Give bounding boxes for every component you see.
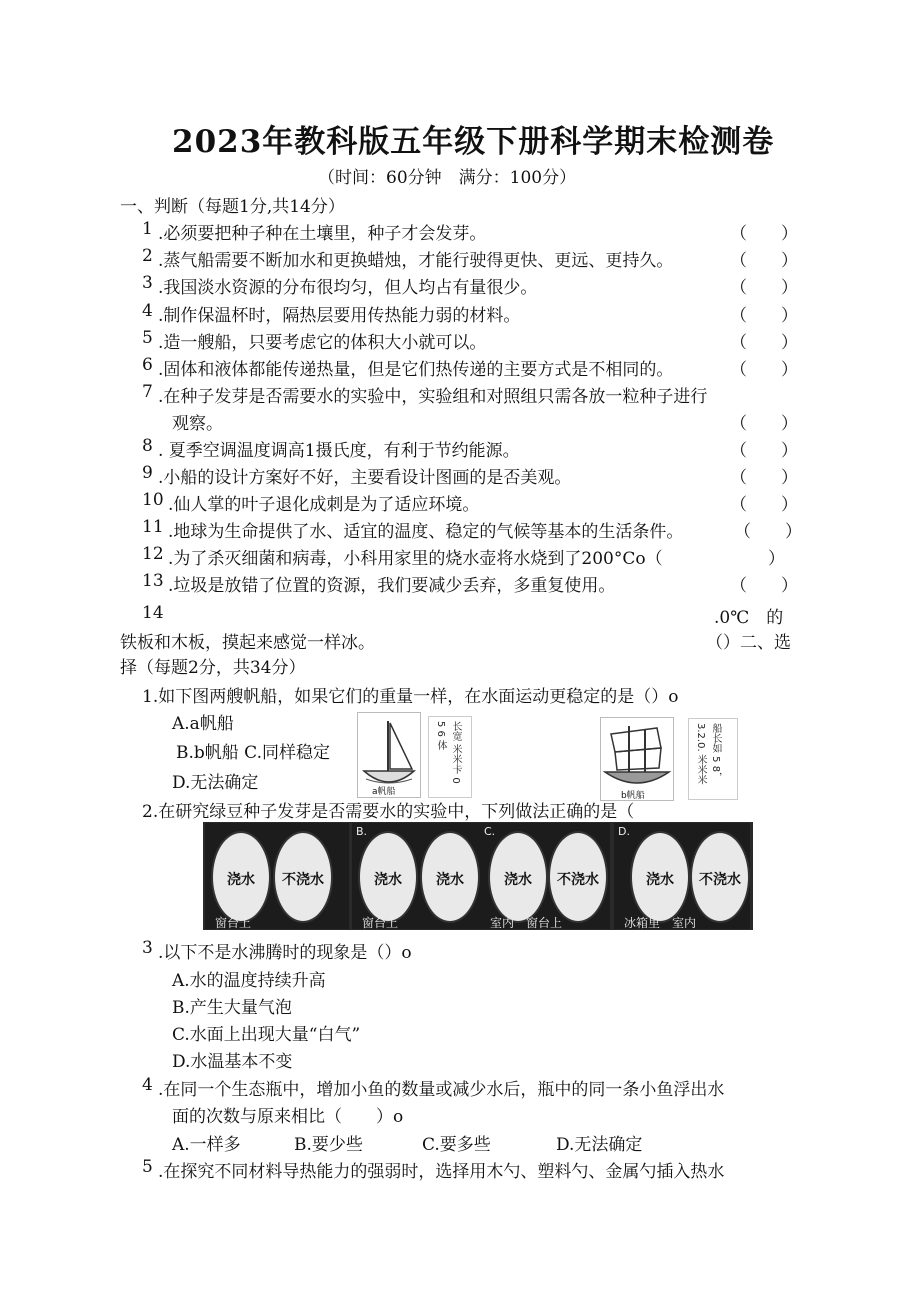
option-d: D.无法确定 xyxy=(556,1135,643,1155)
item-number: 4 xyxy=(142,301,153,321)
item-text: .垃圾是放错了位置的资源，我们要减少丢弃，多重复使用。 xyxy=(168,576,616,596)
panel-letter: D. xyxy=(618,825,630,838)
question-3-number: 3 xyxy=(142,938,153,958)
item-number: 6 xyxy=(142,355,153,375)
answer-paren: （ ） xyxy=(730,360,798,380)
item-text: 观察。 xyxy=(172,414,223,434)
option-a: A.水的温度持续升高 xyxy=(172,971,326,991)
option-a: A.一样多 xyxy=(172,1135,241,1155)
dish-water: 浇水 xyxy=(630,831,690,923)
question-4-stem-line2: 面的次数与原来相比（ ）o xyxy=(172,1107,404,1127)
question-4-number: 4 xyxy=(142,1075,153,1095)
dish-no-water: 不浇水 xyxy=(273,831,333,923)
item-number: 12 xyxy=(142,544,164,564)
answer-paren: ） xyxy=(734,549,785,569)
option-d: D.水温基本不变 xyxy=(172,1052,293,1072)
item-text: .小船的设计方案好不好，主要看设计图画的是否美观。 xyxy=(158,468,572,488)
question-1-stem: 1.如下图两艘帆船，如果它们的重量一样，在水面运动更稳定的是（）o xyxy=(142,687,679,707)
option-b: B.要少些 xyxy=(294,1135,363,1155)
section2-heading: 择（每题2分，共34分） xyxy=(120,658,306,678)
page-subtitle: （时间：60分钟 满分：100分） xyxy=(318,168,577,188)
answer-paren: （ ） xyxy=(730,576,798,596)
item-text: 铁板和木板，摸起来感觉一样冰。 xyxy=(120,633,375,653)
item-text: . 夏季空调温度调高1摄氏度，有利于节约能源。 xyxy=(158,441,520,461)
answer-paren: （ ） xyxy=(730,224,798,244)
question-5-number: 5 xyxy=(142,1157,153,1177)
item-number: 14 xyxy=(142,603,164,623)
item-text: .仙人掌的叶子退化成刺是为了适应环境。 xyxy=(168,495,480,515)
dish-water: 浇水 xyxy=(211,831,271,923)
item-number: 3 xyxy=(142,273,153,293)
panel-location: 窗台上 xyxy=(215,916,252,929)
item-number: 8 xyxy=(142,436,153,456)
item-text: .在种子发芽是否需要水的实验中，实验组和对照组只需各放一粒种子进行 xyxy=(158,387,708,407)
answer-paren: （ ） xyxy=(730,306,798,326)
item-text: .固体和液体都能传递热量，但是它们热传递的主要方式是不相同的。 xyxy=(158,360,674,380)
option-d: D.无法确定 xyxy=(172,773,259,793)
dish-water: 浇水 xyxy=(488,831,548,923)
question-2-stem: 2.在研究绿豆种子发芽是否需要水的实验中，下列做法正确的是（ xyxy=(142,802,635,822)
answer-paren: （ ） xyxy=(730,251,798,271)
item-number: 9 xyxy=(142,463,153,483)
item-number: 13 xyxy=(142,571,164,591)
option-bc: B.b帆船 C.同样稳定 xyxy=(176,743,330,763)
page-title: 2023年教科版五年级下册科学期末检测卷 xyxy=(172,124,775,160)
sailboat-b-image xyxy=(600,717,674,801)
item-text: .造一艘船，只要考虑它的体积大小就可以。 xyxy=(158,333,487,353)
boat-a-info-card xyxy=(428,716,472,798)
option-c: C.水面上出现大量“白气” xyxy=(172,1025,361,1045)
item-text: .制作保温杯时，隔热层要用传热能力弱的材料。 xyxy=(158,306,521,326)
item-text: .蒸气船需要不断加水和更换蜡烛，才能行驶得更快、更远、更持久。 xyxy=(158,251,674,271)
panel-letter: C. xyxy=(484,825,496,838)
seed-panel-b xyxy=(352,823,496,929)
question-4-stem: .在同一个生态瓶中，增加小鱼的数量或减少水后，瓶中的同一条小鱼浮出水 xyxy=(158,1080,725,1100)
answer-paren: （ ） xyxy=(730,414,798,434)
dish-no-water: 不浇水 xyxy=(548,831,608,923)
answer-paren: （）二、选 xyxy=(706,633,791,653)
item-text: .0℃ 的 xyxy=(714,608,784,628)
panel-letter: B. xyxy=(356,825,368,838)
seed-panel-a xyxy=(205,823,349,929)
boat-b-info-card xyxy=(688,718,738,800)
boat-b-caption: b帆船 xyxy=(621,791,645,801)
option-a: A.a帆船 xyxy=(172,714,234,734)
question-5-stem: .在探究不同材料导热能力的强弱时，选择用木勺、塑料勺、金属勺插入热水 xyxy=(158,1162,725,1182)
item-number: 1 xyxy=(142,219,153,239)
item-number: 10 xyxy=(142,490,164,510)
option-b: B.产生大量气泡 xyxy=(172,998,292,1018)
section1-heading: 一、判断（每题1分,共14分） xyxy=(120,197,345,217)
item-number: 11 xyxy=(142,517,164,537)
dish-no-water: 不浇水 xyxy=(690,831,750,923)
item-text: .必须要把种子种在土壤里，种子才会发芽。 xyxy=(158,224,487,244)
sailboat-a-image xyxy=(357,712,421,798)
answer-paren: （ ） xyxy=(730,495,798,515)
answer-paren: （ ） xyxy=(730,333,798,353)
item-number: 2 xyxy=(142,246,153,266)
answer-paren: （ ） xyxy=(730,441,798,461)
panel-location: 窗台上 xyxy=(362,916,399,929)
item-number: 7 xyxy=(142,382,153,402)
boat-b-info: 船长如 5 8，3.2.0. 米米米 xyxy=(695,723,721,785)
answer-paren: （ ） xyxy=(734,522,802,542)
item-text: .地球为生命提供了水、适宜的温度、稳定的气候等基本的生活条件。 xyxy=(168,522,684,542)
item-number: 5 xyxy=(142,328,153,348)
dish-water: 浇水 xyxy=(358,831,418,923)
dish-no-water: 浇水 xyxy=(420,831,480,923)
boat-a-caption: a帆船 xyxy=(372,787,396,797)
seed-panel-d xyxy=(614,823,750,929)
item-text: .我国淡水资源的分布很均匀，但人均占有量很少。 xyxy=(158,278,538,298)
seed-panel-c xyxy=(480,823,610,929)
answer-paren: （ ） xyxy=(730,278,798,298)
panel-location: 室内 窗台上 xyxy=(490,916,563,929)
question-3-stem: .以下不是水沸腾时的现象是（）o xyxy=(158,943,412,963)
item-text: .为了杀灭细菌和病毒，小科用家里的烧水壶将水烧到了200°Co（ xyxy=(168,549,663,569)
boat-a-info: 长宽 米米卡 0 5 6 体 xyxy=(435,721,461,784)
answer-paren: （ ） xyxy=(730,468,798,488)
panel-location: 冰箱里 室内 xyxy=(624,916,697,929)
option-c: C.要多些 xyxy=(422,1135,491,1155)
